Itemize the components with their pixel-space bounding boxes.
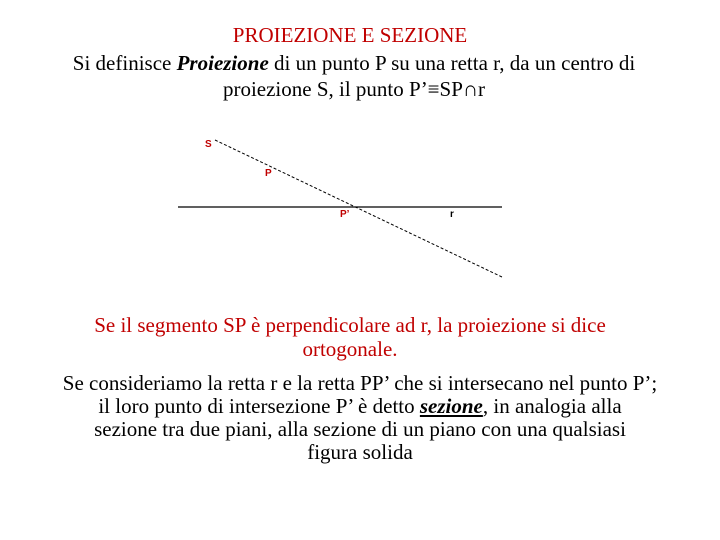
section-line-4: figura solida [307, 440, 413, 464]
section-line-2-suffix: , in analogia alla [482, 394, 622, 418]
section-text [0, 372, 720, 464]
section-line-1: Se consideriamo la retta r e la retta PP’ che si intersecano nel punto P’; [62, 371, 658, 395]
section-line-2-prefix: il loro punto di intersezione P’ è detto [98, 394, 420, 418]
label-p: P [265, 168, 272, 179]
definition-suffix: di un punto P su una retta r, da un centro di [268, 51, 636, 75]
label-p-prime: P’ [340, 209, 350, 220]
projection-diagram-svg [170, 130, 510, 285]
orthogonal-line-1: Se il segmento SP è perpendicolare ad r, la proiezione si dice [94, 313, 606, 337]
definition-text [14, 50, 694, 102]
term-proiezione: Proiezione [176, 51, 269, 75]
definition-line-2: proiezione S, il punto P’≡SP∩r [222, 77, 486, 101]
section-line-2 [0, 395, 720, 418]
term-sezione: sezione [419, 394, 483, 418]
definition-prefix: Si definisce [72, 51, 177, 75]
section-line-3: sezione tra due piani, alla sezione di un piano con una qualsiasi [94, 417, 626, 441]
label-r: r [450, 209, 454, 220]
projection-line-sp [215, 140, 502, 277]
page-title: PROIEZIONE E SEZIONE [232, 23, 468, 47]
orthogonal-projection-text [20, 313, 680, 361]
definition-line-1 [14, 50, 694, 76]
orthogonal-line-2: ortogonale. [302, 337, 398, 361]
projection-diagram [170, 130, 510, 285]
label-s: S [205, 139, 212, 150]
